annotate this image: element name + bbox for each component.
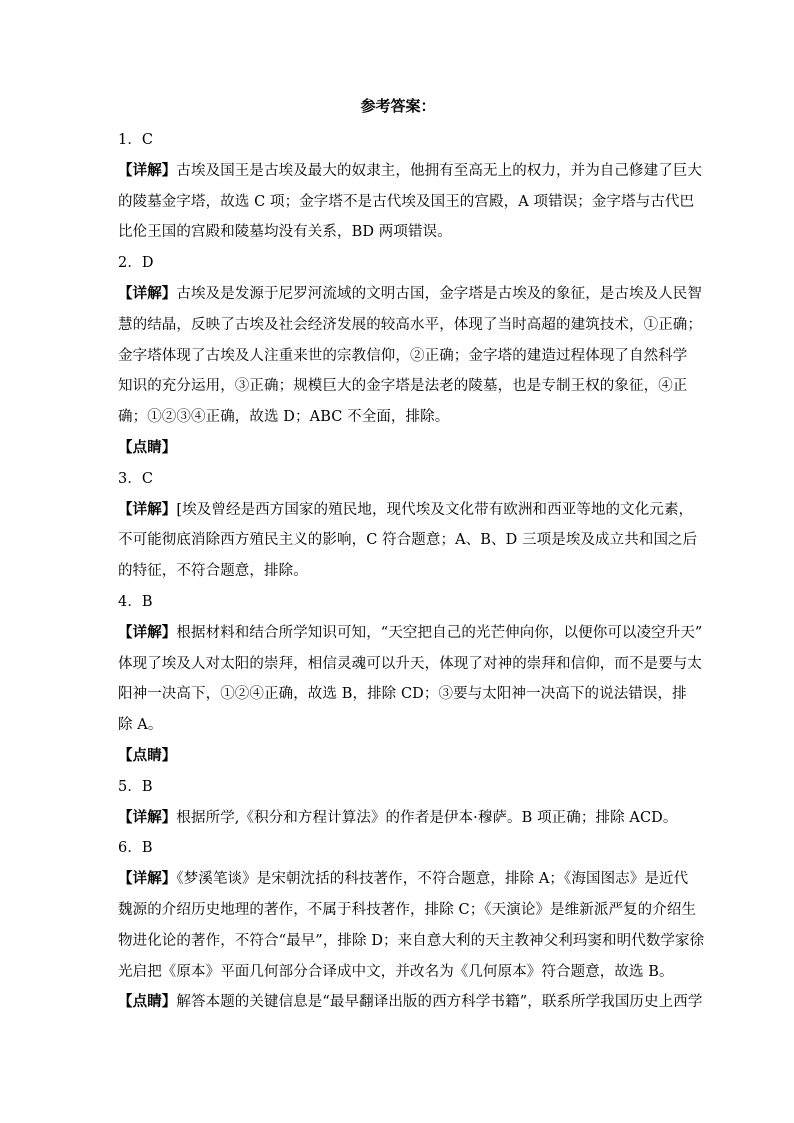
detail-line: 比伦王国的宫殿和陵墓均没有关系，BD 两项错误。 [118, 224, 452, 241]
answer-number: 5．B [118, 778, 153, 795]
detail-line: 的特征，不符合题意，排除。 [118, 563, 308, 580]
detail-line: 的陵墓金字塔，故选 C 项；金字塔不是古代埃及国王的宫殿，A 项错误；金字塔与古代巴 [118, 193, 695, 210]
detail-tag: 【详解】 [118, 623, 177, 641]
detail-line: 【详解】古埃及是发源于尼罗河流域的文明古国，金字塔是古埃及的象征，是古埃及人民智 [118, 284, 703, 302]
answer-number: 1．C [118, 132, 154, 148]
detail-line: 慧的结晶，反映了古埃及社会经济发展的较高水平，体现了当时高超的建筑技术，①正确； [118, 316, 702, 333]
detail-tag: 【详解】 [118, 870, 177, 888]
detail-tag: 【详解】 [118, 500, 177, 518]
detail-line: 阳神一决高下，①②④正确，故选 B，排除 CD；③要与太阳神一决高下的说法错误，排 [118, 686, 687, 703]
answer-number: 4．B [118, 593, 153, 610]
answer-sheet [118, 96, 705, 1018]
answer-number: 3．C [118, 470, 154, 487]
detail-line: 【详解】古埃及国王是古埃及最大的奴隶主，他拥有至高无上的权力，并为自己修建了巨大 [118, 161, 703, 179]
comment-tag: 【点睛】 [118, 438, 177, 456]
detail-line: 不可能彻底消除西方殖民主义的影响，C 符合题意；A、B、D 三项是埃及成立共和国之后 [118, 532, 698, 549]
detail-line: 确；①②③④正确，故选 D；ABC 不全面，排除。 [118, 409, 450, 426]
detail-line: 知识的充分运用，③正确；规模巨大的金字塔是法老的陵墓，也是专制王权的象征，④正 [118, 378, 688, 395]
comment-tag: 【点睛】 [118, 746, 177, 764]
detail-line: 体现了埃及人对太阳的崇拜，相信灵魂可以升天，体现了对神的崇拜和信仰，而不是要与太 [118, 655, 702, 672]
answer-number: 6．B [118, 840, 153, 857]
detail-tag: 【详解】 [118, 161, 177, 179]
detail-line: 【详解】《梦溪笔谈》是宋朝沈括的科技著作，不符合题意，排除 A；《海国图志》是近代 [118, 870, 689, 888]
detail-line: 【详解】根据材料和结合所学知识可知，“天空把自己的光芒伸向你，以便你可以凌空升天” [118, 623, 703, 641]
comment-tag: 【点睛】 [118, 993, 177, 1011]
page-title: 参考答案： [360, 97, 436, 115]
comment-line: 【点睛】解答本题的关键信息是“最早翻译出版的西方科学书籍”，联系所学我国历史上西学 [118, 993, 703, 1011]
detail-line: 【详解】[埃及曾经是西方国家的殖民地，现代埃及文化带有欧洲和西亚等地的文化元素， [118, 500, 694, 518]
detail-line: 【详解】根据所学,《积分和方程计算法》的作者是伊本·穆萨。B 项正确；排除 ACD。 [118, 808, 678, 826]
detail-line: 光启把《原本》平面几何部分合译成中文，并改名为《几何原本》符合题意，故选 B。 [118, 963, 674, 980]
detail-line: 魏源的介绍历史地理的著作，不属于科技著作，排除 C；《天演论》是维新派严复的介绍生 [118, 901, 697, 918]
detail-line: 除 A。 [118, 717, 163, 734]
answer-number: 2．D [118, 255, 154, 272]
detail-tag: 【详解】 [118, 284, 177, 302]
detail-tag: 【详解】 [118, 808, 177, 826]
detail-line: 金字塔体现了古埃及人注重来世的宗教信仰，②正确；金字塔的建造过程体现了自然科学 [118, 347, 688, 364]
detail-line: 物进化论的著作，不符合“最早”，排除 D；来自意大利的天主教神父利玛窦和明代数学家徐 [118, 932, 705, 949]
